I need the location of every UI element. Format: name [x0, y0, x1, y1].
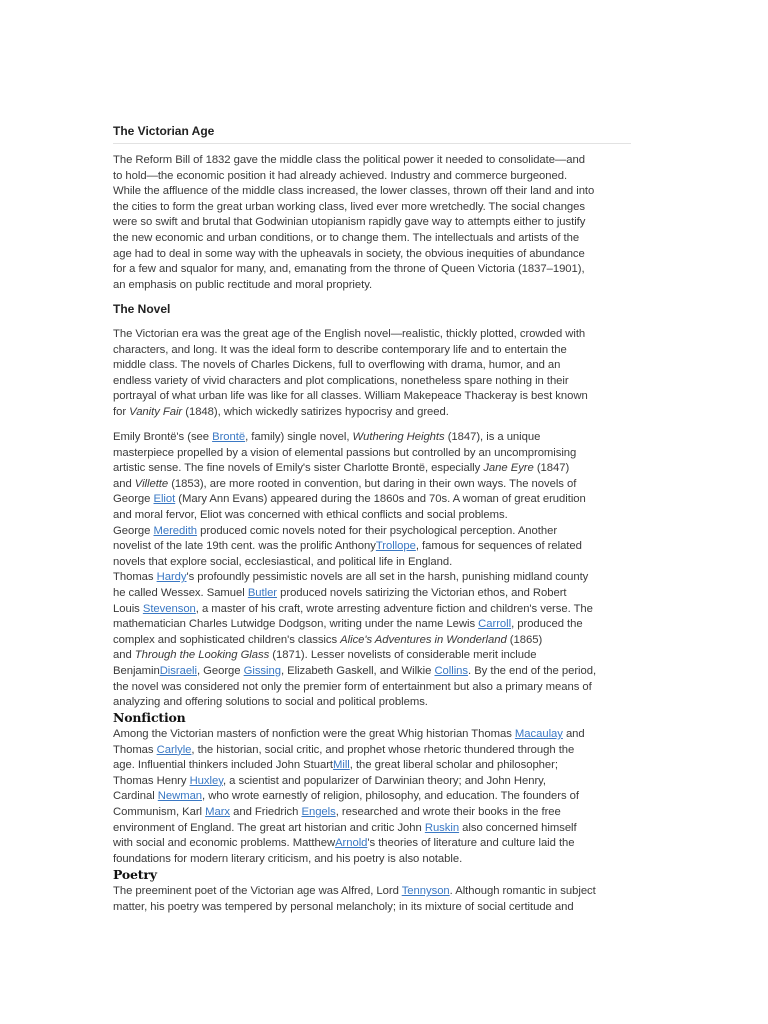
link-tennyson[interactable]: Tennyson	[401, 885, 450, 897]
link-meredith[interactable]: Meredith	[153, 524, 198, 537]
book-title: Jane Eyre	[483, 462, 534, 475]
link-macaulay[interactable]: Macaulay	[514, 728, 563, 740]
novel-paragraph-2: Emily Brontë's (see Brontë, family) single novel, Wuthering Heights (1847), is a unique masterpiece propelled by a vision of elemental passions but controlled by an uncompromising artistic sense. The fine novels of Emily's sister Charlotte Brontë, especially Jane Eyre (1847) and Villette (1853), are more rooted in convention, but daring in their own ways. The novels of George Eliot (Mary Ann Evans) appeared during the 1860s and 70s. A woman of great erudition and moral fervor, Eliot was concerned with ethical conflicts and social problems. George Meredith produced comic novels noted for their psychological perception. Another novelist of the late 19th cent. was the prolific AnthonyTrollope, famous for sequences of related novels that explore social, ecclesiastical, and political life in England. Thomas Hardy's profoundly pessimistic novels are all set in the harsh, punishing midland county he called Wessex. Samuel Butler produced novels satirizing the Victorian ethos, and Robert Louis Stevenson, a master of his craft, wrote arresting adventure fiction and children's verse. The mathematician Charles Lutwidge Dodgson, writing under the name Lewis Carroll, produced the complex and sophisticated children's classics Alice's Adventures in Wonderland (1865) and Through the Looking Glass (1871). Lesser novelists of considerable merit include BenjaminDisraeli, George Gissing, Elizabeth Gaskell, and Wilkie Collins. By the end of the period, the novel was considered not only the premier form of entertainment but also a primary means of analyzing and offering solutions to social and political problems.	[113, 431, 597, 709]
section-heading-novel: The Novel	[113, 302, 171, 316]
link-newman[interactable]: Newman	[157, 790, 203, 803]
link-arnold[interactable]: Arnold	[335, 837, 368, 850]
section-heading-nonfiction: Nonfiction	[113, 710, 186, 725]
section-heading-victorian-age: The Victorian Age	[113, 124, 215, 138]
link-bronte[interactable]: Brontë	[212, 431, 246, 443]
text-line: for Vanity Fair (1848), which wickedly satirizes hypocrisy and greed.	[113, 405, 449, 418]
link-carlyle[interactable]: Carlyle	[156, 743, 192, 756]
intro-paragraph: The Reform Bill of 1832 gave the middle class the political power it needed to consolidate—and to hold—the economic position it had already achieved. Industry and commerce burgeoned. While the affluence of the middle class increased, the lower classes, thrown off their land and into the cities to form the great urban working class, lived ever more wretchedly. The social changes were so swift and brutal that Godwinian utopianism rapidly gave way to attempts either to justify the new economic and urban conditions, or to change them. The intellectuals and artists of the age had to deal in some way with the upheavals in society, the obvious inequities of abundance for a few and squalor for many, and, emanating from the throne of Queen Victoria (1837–1901), an emphasis on public rectitude and moral propriety.	[113, 154, 595, 291]
book-title: Through the Looking Glass	[134, 649, 270, 662]
book-title: Vanity Fair	[129, 405, 183, 418]
link-eliot[interactable]: Eliot	[153, 493, 176, 506]
link-hardy[interactable]: Hardy	[156, 571, 187, 584]
nonfiction-paragraph: Among the Victorian masters of nonfiction were the great Whig historian Thomas Macaulay and Thomas Carlyle, the historian, social critic, and prophet whose rhetoric thundered through the age. Influential thinkers included John StuartMill, the great liberal scholar and philosopher; Thomas Henry Huxley, a scientist and popularizer of Darwinian theory; and John Henry, Cardinal Newman, who wrote earnestly of religion, philosophy, and education. The founders of Communism, Karl Marx and Friedrich Engels, researched and wrote their books in the free environment of England. The great art historian and critic John Ruskin also concerned himself with social and economic problems. MatthewArnold's theories of literature and culture laid the foundations for modern literary criticism, and his poetry is also notable.	[113, 728, 585, 865]
link-collins[interactable]: Collins	[434, 664, 469, 677]
link-mill[interactable]: Mill	[333, 759, 350, 772]
link-ruskin[interactable]: Ruskin	[424, 821, 460, 834]
link-carroll[interactable]: Carroll	[478, 618, 512, 631]
book-title: Wuthering Heights	[352, 431, 445, 443]
link-marx[interactable]: Marx	[205, 805, 231, 818]
link-butler[interactable]: Butler	[247, 586, 278, 599]
novel-paragraph-1: The Victorian era was the great age of the English novel—realistic, thickly plotted, crowded with characters, and long. It was the ideal form to describe contemporary life and to entertain the middle class. The novels of Charles Dickens, full to overflowing with drama, humor, and an endless variety of vivid characters and plot complications, nonetheless spare nothing in their portrayal of what urban life was like for all classes. William Makepeace Thackeray is best known for Vanity Fair (1848), which wickedly satirizes hypocrisy and greed.	[113, 327, 631, 421]
link-trollope[interactable]: Trollope	[375, 540, 416, 553]
poetry-paragraph: The preeminent poet of the Victorian age was Alfred, Lord Tennyson. Although romantic in subject matter, his poetry was tempered by personal melancholy; in its mixture of social certitude and	[113, 885, 596, 913]
book-title: Alice's Adventures in Wonderland	[340, 633, 507, 646]
heading-divider	[113, 143, 631, 144]
link-huxley[interactable]: Huxley	[189, 774, 223, 787]
book-title: Villette	[134, 477, 169, 490]
link-engels[interactable]: Engels	[301, 805, 336, 818]
section-heading-poetry: Poetry	[113, 867, 157, 882]
link-stevenson[interactable]: Stevenson	[142, 602, 196, 615]
link-gissing[interactable]: Gissing	[243, 664, 281, 677]
link-disraeli[interactable]: Disraeli	[159, 664, 197, 677]
